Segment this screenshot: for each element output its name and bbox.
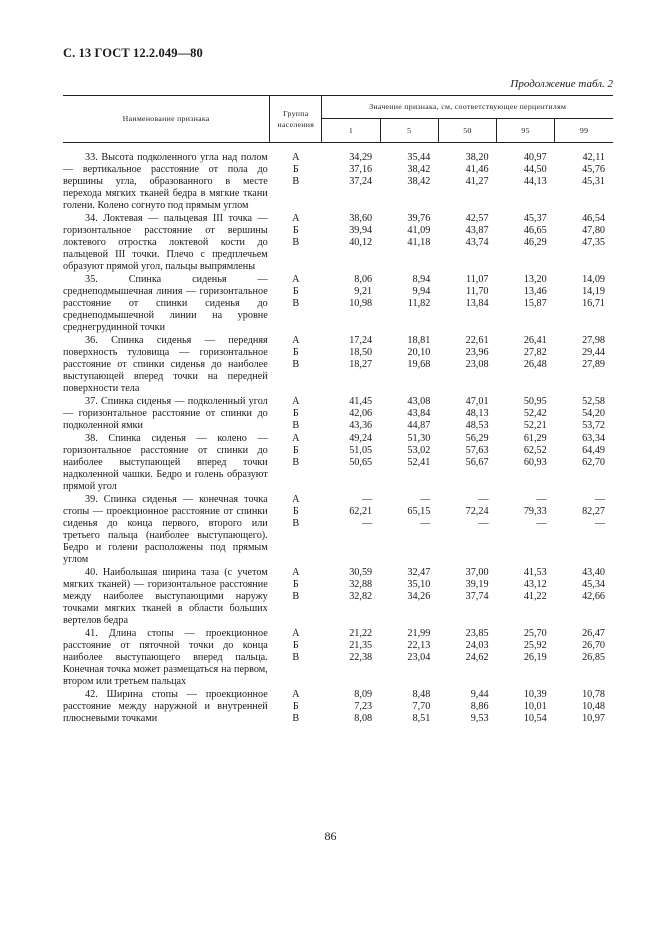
percentile-value: 8,86 (470, 701, 489, 712)
percentile-value: — (478, 494, 489, 505)
percentile-value: 37,00 (465, 567, 489, 578)
percentile-value: 34,29 (349, 152, 373, 163)
percentile-value: 18,81 (407, 335, 431, 346)
group-cell (270, 494, 322, 567)
percentile-value: 37,16 (349, 164, 373, 175)
percentile-cell (380, 335, 438, 396)
percentile-value: 38,42 (407, 164, 431, 175)
feature-name-cell (63, 433, 270, 494)
population-group: Б (292, 164, 299, 175)
percentile-cell (555, 335, 613, 396)
percentile-value: 10,78 (582, 689, 605, 700)
feature-name: 41. Длина стопы — проекционное расстояние от пяточной точки до конца наиболее выступающего вперед пальца. Конечная точка может размещаться на первом, втором или третьем пальцах (63, 628, 268, 687)
percentile-header: 5 (380, 119, 438, 143)
percentile-cell (555, 628, 613, 689)
percentile-value: 52,41 (407, 457, 431, 468)
percentile-value: 24,62 (465, 652, 489, 663)
feature-name-cell (63, 152, 270, 213)
percentile-value: 20,10 (407, 347, 431, 358)
percentile-cell (438, 433, 496, 494)
percentile-value: — (361, 518, 373, 529)
percentile-value: 9,21 (354, 286, 373, 297)
population-group: В (292, 713, 300, 724)
group-cell (270, 396, 322, 433)
table-row (63, 567, 613, 628)
percentile-value: 47,35 (582, 237, 605, 248)
percentile-value: 10,54 (523, 713, 547, 724)
percentile-value: 21,99 (407, 628, 431, 639)
population-group: А (292, 689, 300, 700)
percentile-cell (497, 433, 555, 494)
population-group: А (292, 274, 300, 285)
percentile-value: 9,94 (412, 286, 431, 297)
percentile-value: 26,41 (523, 335, 547, 346)
percentile-value: 50,95 (523, 396, 547, 407)
percentile-value: 38,20 (465, 152, 489, 163)
percentile-value: 11,07 (465, 274, 489, 285)
percentile-value: 43,40 (582, 567, 605, 578)
column-header-values: Значение признака, см, соответствующее перцентилям (322, 96, 613, 119)
percentile-value: 17,24 (349, 335, 373, 346)
percentile-value: 50,65 (349, 457, 373, 468)
percentile-value: 82,27 (582, 506, 605, 517)
feature-name: 39. Спинка сиденья — конечная точка стопы — проекционное расстояние от спинки сиденья до конца первого, второго или третьего пальца (наиболее выступающего). Бедро и голени расположены под прямым углом (63, 494, 268, 565)
percentile-value: 60,93 (523, 457, 547, 468)
percentile-value: 39,19 (465, 579, 489, 590)
percentile-value: 22,61 (465, 335, 489, 346)
percentile-value: 62,70 (582, 457, 605, 468)
percentile-value: — (420, 518, 431, 529)
percentile-value: 35,44 (407, 152, 431, 163)
table-row (63, 152, 613, 213)
percentile-value: 52,42 (523, 408, 547, 419)
percentile-value: 22,13 (407, 640, 431, 651)
percentile-value: 43,74 (465, 237, 489, 248)
percentile-value: — (536, 494, 547, 505)
percentile-value: 29,44 (582, 347, 605, 358)
percentile-value: 34,26 (407, 591, 431, 602)
percentile-cell (322, 396, 380, 433)
percentile-value: 15,87 (523, 298, 547, 309)
percentile-cell (380, 152, 438, 213)
percentile-cell (380, 567, 438, 628)
percentile-value: 51,05 (349, 445, 373, 456)
percentile-value: 9,53 (470, 713, 489, 724)
percentile-value: — (361, 494, 373, 505)
percentile-cell (380, 628, 438, 689)
percentile-value: 37,74 (465, 591, 489, 602)
percentile-cell (380, 494, 438, 567)
percentile-value: 18,27 (349, 359, 373, 370)
table-row (63, 494, 613, 567)
percentile-value: 63,34 (582, 433, 605, 444)
percentile-value: 27,89 (582, 359, 605, 370)
table-row (63, 335, 613, 396)
percentile-value: 40,97 (523, 152, 547, 163)
percentile-cell (555, 567, 613, 628)
feature-name: 36. Спинка сиденья — передняя поверхность туловища — горизонтальное расстояние от спинки сиденья до наиболее выступающей вперед точки на передней поверхности тела (63, 335, 268, 394)
percentile-cell (322, 628, 380, 689)
percentile-cell (438, 567, 496, 628)
percentile-cell (322, 689, 380, 726)
feature-name: 38. Спинка сиденья — колено — горизонтальное расстояние от спинки до наиболее выступающей вперед точки надколенной чашки. Бедро и голень образуют прямой угол (63, 433, 268, 492)
percentile-value: 32,82 (349, 591, 373, 602)
table-row (63, 689, 613, 726)
percentile-cell (438, 494, 496, 567)
percentile-value: 42,06 (349, 408, 373, 419)
percentile-value: 8,09 (354, 689, 373, 700)
feature-name-cell (63, 567, 270, 628)
percentile-value: 54,20 (582, 408, 605, 419)
population-group: А (292, 433, 300, 444)
percentile-header: 95 (497, 119, 555, 143)
percentile-cell (555, 689, 613, 726)
population-group: Б (292, 286, 299, 297)
percentile-value: 41,45 (349, 396, 373, 407)
percentile-value: 38,60 (349, 213, 373, 224)
page-header: С. 13 ГОСТ 12.2.049—80 (63, 46, 203, 60)
population-group: В (292, 591, 300, 602)
percentile-value: 44,13 (523, 176, 547, 187)
percentile-value: 52,58 (582, 396, 605, 407)
group-cell (270, 152, 322, 213)
percentile-cell (497, 335, 555, 396)
percentile-value: 41,27 (465, 176, 489, 187)
percentile-value: 7,70 (412, 701, 431, 712)
percentile-value: 38,42 (407, 176, 431, 187)
continuation-label: Продолжение табл. 2 (510, 78, 613, 90)
percentile-value: — (478, 518, 489, 529)
population-group: В (292, 237, 300, 248)
percentile-value: 46,54 (582, 213, 605, 224)
percentile-value: 48,53 (465, 420, 489, 431)
percentile-cell (438, 689, 496, 726)
percentile-value: 43,12 (523, 579, 547, 590)
feature-name-cell (63, 213, 270, 274)
table-row (63, 213, 613, 274)
feature-name-cell (63, 494, 270, 567)
group-cell (270, 335, 322, 396)
feature-name: 35. Спинка сиденья — среднеподмышечная линия — горизонтальное расстояние от спинки сиденья до среднеподмышечной линии на уровне среднегрудинной точки (63, 274, 268, 333)
percentile-value: 8,51 (412, 713, 431, 724)
percentile-value: 41,53 (523, 567, 547, 578)
percentile-value: 26,85 (582, 652, 605, 663)
percentile-value: 52,21 (523, 420, 547, 431)
percentile-value: 35,10 (407, 579, 431, 590)
percentile-value: 16,71 (582, 298, 605, 309)
percentile-value: 41,18 (407, 237, 431, 248)
percentile-cell (322, 335, 380, 396)
percentile-value: 27,82 (523, 347, 547, 358)
percentile-header: 50 (438, 119, 496, 143)
percentile-value: 48,13 (465, 408, 489, 419)
population-group: А (292, 335, 300, 346)
percentile-value: 46,29 (523, 237, 547, 248)
percentile-value: 13,20 (523, 274, 547, 285)
percentile-value: 43,36 (349, 420, 373, 431)
percentile-value: 10,39 (523, 689, 547, 700)
percentile-value: 14,19 (582, 286, 605, 297)
percentile-value: 18,50 (349, 347, 373, 358)
percentile-value: 19,68 (407, 359, 431, 370)
population-group: Б (292, 579, 299, 590)
percentile-value: 56,29 (465, 433, 489, 444)
percentile-value: 8,06 (354, 274, 373, 285)
percentile-value: 46,65 (523, 225, 547, 236)
feature-name: 42. Ширина стопы — проекционное расстояние между наружной и внутренней плюсневыми точками (63, 689, 268, 724)
percentile-value: — (536, 518, 547, 529)
percentile-value: 79,33 (523, 506, 547, 517)
population-group: В (292, 420, 300, 431)
percentile-value: 47,80 (582, 225, 605, 236)
group-cell (270, 567, 322, 628)
percentile-value: 7,23 (354, 701, 373, 712)
percentile-cell (497, 152, 555, 213)
percentile-value: 23,96 (465, 347, 489, 358)
percentile-cell (438, 213, 496, 274)
percentile-value: 42,57 (465, 213, 489, 224)
population-group: А (292, 396, 300, 407)
percentile-value: 51,30 (407, 433, 431, 444)
percentile-cell (322, 152, 380, 213)
percentile-value: 25,70 (523, 628, 547, 639)
percentile-value: 45,34 (582, 579, 605, 590)
percentile-cell (555, 152, 613, 213)
population-group: Б (292, 506, 299, 517)
percentile-value: 32,47 (407, 567, 431, 578)
percentile-value: — (594, 494, 605, 505)
feature-name-cell (63, 689, 270, 726)
population-group: Б (292, 701, 299, 712)
percentile-value: 32,88 (349, 579, 373, 590)
population-group: Б (292, 225, 299, 236)
feature-name-cell (63, 628, 270, 689)
group-cell (270, 274, 322, 335)
percentile-value: 61,29 (523, 433, 547, 444)
percentile-value: 25,92 (523, 640, 547, 651)
percentile-cell (438, 274, 496, 335)
percentile-value: 26,48 (523, 359, 547, 370)
percentile-cell (497, 567, 555, 628)
percentile-value: 64,49 (582, 445, 605, 456)
percentile-cell (438, 335, 496, 396)
percentile-value: 22,38 (349, 652, 373, 663)
percentile-cell (497, 494, 555, 567)
percentile-cell (322, 213, 380, 274)
page-number: 86 (324, 829, 337, 843)
population-group: В (292, 652, 300, 663)
feature-name: 33. Высота подколенного угла над полом — вертикальное расстояние от пола до вершины угла, образованного в месте перехода мягких тканей бедра в мягкие ткани голени. Колено согнуто под прямым углом (63, 152, 268, 211)
percentile-cell (322, 494, 380, 567)
percentile-value: 47,01 (465, 396, 489, 407)
table-row (63, 274, 613, 335)
percentile-value: 43,84 (407, 408, 431, 419)
percentile-value: 23,08 (465, 359, 489, 370)
population-group: В (292, 298, 300, 309)
population-group: А (292, 567, 300, 578)
percentile-value: 41,22 (523, 591, 547, 602)
percentile-value: 13,46 (523, 286, 547, 297)
population-group: В (292, 457, 300, 468)
percentile-value: 21,35 (349, 640, 373, 651)
percentile-header: 99 (555, 119, 613, 143)
percentile-value: 26,70 (582, 640, 605, 651)
population-group: В (292, 176, 300, 187)
percentile-cell (555, 213, 613, 274)
population-group: Б (292, 408, 299, 419)
population-group: Б (292, 445, 299, 456)
group-cell (270, 433, 322, 494)
percentile-value: 72,24 (465, 506, 489, 517)
percentile-value: 40,12 (349, 237, 373, 248)
percentile-value: 53,02 (407, 445, 431, 456)
feature-name: 37. Спинка сиденья — подколенный угол — горизонтальное расстояние от спинки до подколенной ямки (63, 396, 268, 431)
percentile-value: 24,03 (465, 640, 489, 651)
percentile-value: 42,11 (582, 152, 605, 163)
percentile-value: 26,47 (582, 628, 605, 639)
percentile-value: 27,98 (582, 335, 605, 346)
percentile-value: 43,08 (407, 396, 431, 407)
percentile-cell (438, 628, 496, 689)
percentile-value: 39,76 (407, 213, 431, 224)
column-header-name: Наименование признака (63, 96, 270, 143)
percentile-value: 41,09 (407, 225, 431, 236)
percentile-value: 23,04 (407, 652, 431, 663)
percentile-value: 44,50 (523, 164, 547, 175)
percentile-value: 11,82 (407, 298, 431, 309)
percentile-cell (322, 274, 380, 335)
percentile-value: — (594, 518, 605, 529)
population-group: Б (292, 347, 299, 358)
percentile-value: 10,01 (523, 701, 547, 712)
population-group: А (292, 213, 300, 224)
percentile-cell (555, 433, 613, 494)
feature-name-cell (63, 396, 270, 433)
percentile-value: 26,19 (523, 652, 547, 663)
population-group: А (292, 628, 300, 639)
percentile-cell (497, 213, 555, 274)
percentile-value: 8,08 (354, 713, 373, 724)
table-row (63, 628, 613, 689)
percentile-cell (555, 274, 613, 335)
percentile-value: 10,98 (349, 298, 373, 309)
population-group: В (292, 518, 300, 529)
percentile-cell (380, 433, 438, 494)
percentile-value: 8,48 (412, 689, 431, 700)
feature-name-cell (63, 335, 270, 396)
population-group: А (292, 494, 300, 505)
percentile-cell (438, 396, 496, 433)
percentile-value: 13,84 (465, 298, 489, 309)
percentile-value: 65,15 (407, 506, 431, 517)
percentile-value: 21,22 (349, 628, 373, 639)
feature-name: 34. Локтевая — пальцевая III точка — горизонтальное расстояние от вершины локтевого отростка локтевой кости до пальцевой III точки. Плечо с предплечьем образуют прямой угол, пальцы выпрямлены (63, 213, 268, 272)
percentile-cell (322, 433, 380, 494)
percentile-value: 37,24 (349, 176, 373, 187)
percentile-value: 23,85 (465, 628, 489, 639)
percentile-value: 45,76 (582, 164, 605, 175)
percentile-cell (555, 494, 613, 567)
percentile-cell (497, 274, 555, 335)
percentile-value: 56,67 (465, 457, 489, 468)
percentile-value: 57,63 (465, 445, 489, 456)
percentile-cell (380, 274, 438, 335)
feature-name-cell (63, 274, 270, 335)
percentile-value: 39,94 (349, 225, 373, 236)
percentile-cell (380, 689, 438, 726)
percentile-cell (555, 396, 613, 433)
table-row (63, 433, 613, 494)
percentile-value: 10,97 (582, 713, 605, 724)
percentile-value: 43,87 (465, 225, 489, 236)
percentile-value: 30,59 (349, 567, 373, 578)
percentile-value: 45,37 (523, 213, 547, 224)
percentile-value: 45,31 (582, 176, 605, 187)
percentile-value: 10,48 (582, 701, 605, 712)
percentile-value: 42,66 (582, 591, 605, 602)
percentile-value: 14,09 (582, 274, 605, 285)
anthropometric-table (63, 95, 613, 726)
percentile-value: 44,87 (407, 420, 431, 431)
group-cell (270, 689, 322, 726)
percentile-value: 8,94 (412, 274, 431, 285)
column-header-group: Группа населения (270, 96, 322, 143)
population-group: В (292, 359, 300, 370)
percentile-value: 11,70 (465, 286, 489, 297)
group-cell (270, 628, 322, 689)
percentile-value: 9,44 (470, 689, 489, 700)
percentile-value: 62,52 (523, 445, 547, 456)
percentile-cell (380, 396, 438, 433)
group-cell (270, 213, 322, 274)
feature-name: 40. Наибольшая ширина таза (с учетом мягких тканей) — горизонтальное расстояние между наиболее выступающими наружу точками мягких тканей в области больших вертелов бедра (63, 567, 268, 626)
population-group: Б (292, 640, 299, 651)
percentile-header: 1 (322, 119, 380, 143)
percentile-cell (497, 628, 555, 689)
percentile-cell (497, 396, 555, 433)
percentile-cell (322, 567, 380, 628)
percentile-value: 62,21 (349, 506, 373, 517)
percentile-value: — (420, 494, 431, 505)
percentile-cell (380, 213, 438, 274)
population-group: А (292, 152, 300, 163)
percentile-cell (438, 152, 496, 213)
percentile-value: 41,46 (465, 164, 489, 175)
table-row (63, 396, 613, 433)
percentile-value: 49,24 (349, 433, 373, 444)
percentile-value: 53,72 (582, 420, 605, 431)
percentile-cell (497, 689, 555, 726)
